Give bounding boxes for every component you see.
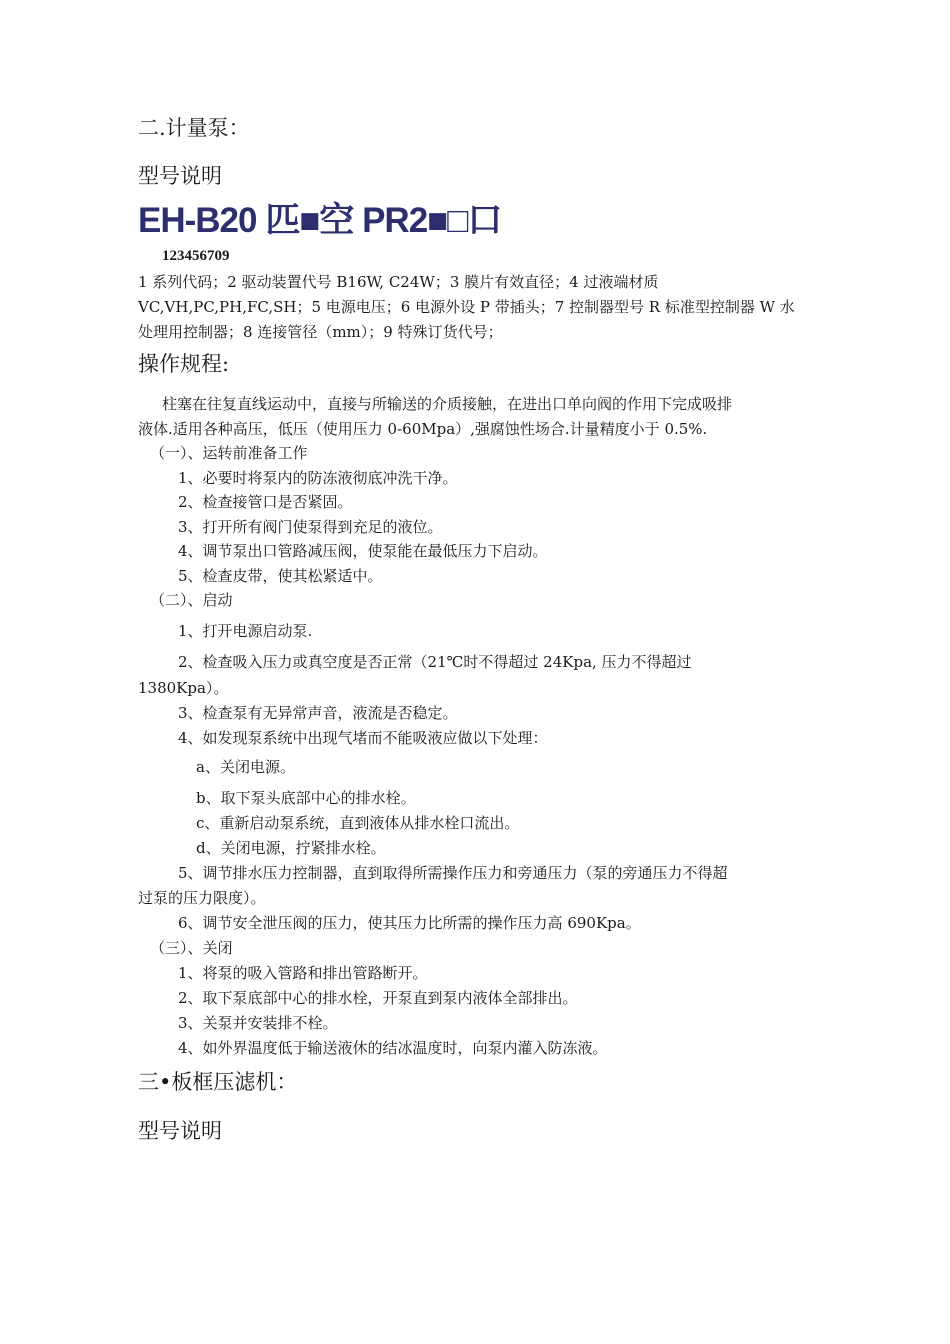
model-legend-line: 处理用控制器；8 连接管径（mm）；9 特殊订货代号； <box>138 323 503 341</box>
intro-paragraph-line: 柱塞在往复直线运动中，直接与所输送的介质接触，在进出口单向阀的作用下完成吸排 <box>162 395 733 413</box>
start-item-continuation: 1380Kpa）。 <box>138 679 229 697</box>
start-item: 4、如发现泵系统中出现气堵而不能吸液应做以下处理： <box>178 729 548 747</box>
stop-item: 2、取下泵底部中心的排水栓，开泵直到泵内液体全部排出。 <box>178 989 578 1007</box>
start-item: 3、检查泵有无异常声音，液流是否稳定。 <box>178 704 458 722</box>
prep-item: 4、调节泵出口管路减压阀，使泵能在最低压力下启动。 <box>178 542 548 560</box>
start-subitem: b、取下泵头底部中心的排水栓。 <box>196 789 416 807</box>
start-subitem: d、关闭电源，拧紧排水栓。 <box>196 839 386 857</box>
model-legend-line: VC,VH,PC,PH,FC,SH；5 电源电压；6 电源外设 P 带插头；7 控制器型号 R 标准型控制器 W 水 <box>138 298 795 316</box>
prep-heading: （一）、运转前准备工作 <box>150 444 308 462</box>
start-item: 5、调节排水压力控制器，直到取得所需操作压力和旁通压力（泵的旁通压力不得超 <box>178 864 728 882</box>
stop-item: 3、关泵并安装排不栓。 <box>178 1014 338 1032</box>
start-subitem: a、关闭电源。 <box>196 758 295 776</box>
section-3-title: 三•板框压滤机： <box>138 1070 298 1094</box>
procedures-title: 操作规程: <box>138 352 230 376</box>
section-3-model-heading: 型号说明 <box>138 1119 222 1143</box>
start-subitem: c、重新启动泵系统，直到液体从排水栓口流出。 <box>196 814 520 832</box>
model-description-heading: 型号说明 <box>138 164 222 188</box>
prep-item: 1、必要时将泵内的防冻液彻底冲洗干净。 <box>178 469 458 487</box>
start-item: 6、调节安全泄压阀的压力，使其压力比所需的操作压力高 690Kpa。 <box>178 914 641 932</box>
prep-item: 2、检查接管口是否紧固。 <box>178 493 353 511</box>
stop-item: 4、如外界温度低于输送液休的结冰温度时，向泵内灌入防冻液。 <box>178 1039 608 1057</box>
prep-item: 5、检查皮带，使其松紧适中。 <box>178 567 383 585</box>
start-heading: （二）、启动 <box>150 591 233 609</box>
prep-item: 3、打开所有阀门使泵得到充足的液位。 <box>178 518 443 536</box>
stop-heading: （三）、关闭 <box>150 939 233 957</box>
intro-paragraph-line: 液体.适用各种高压，低压（使用压力 0-60Mpa）,强腐蚀性场合.计量精度小于 0.5%. <box>138 420 708 438</box>
stop-item: 1、将泵的吸入管路和排出管路断开。 <box>178 964 428 982</box>
model-legend-line: 1 系列代码；2 驱动装置代号 B16W, C24W；3 膜片有效直径；4 过液端材质 <box>138 273 659 291</box>
start-item-continuation: 过泵的压力限度）。 <box>138 889 266 907</box>
start-item: 2、检查吸入压力或真空度是否正常（21℃时不得超过 24Kpa, 压力不得超过 <box>178 653 692 671</box>
section-2-title: 二.计量泵： <box>138 116 250 140</box>
model-code: EH-B20 匹■空 PR2■□口 <box>138 201 502 240</box>
model-digit-index: 123456709 <box>162 248 230 264</box>
start-item: 1、打开电源启动泵. <box>178 622 313 640</box>
